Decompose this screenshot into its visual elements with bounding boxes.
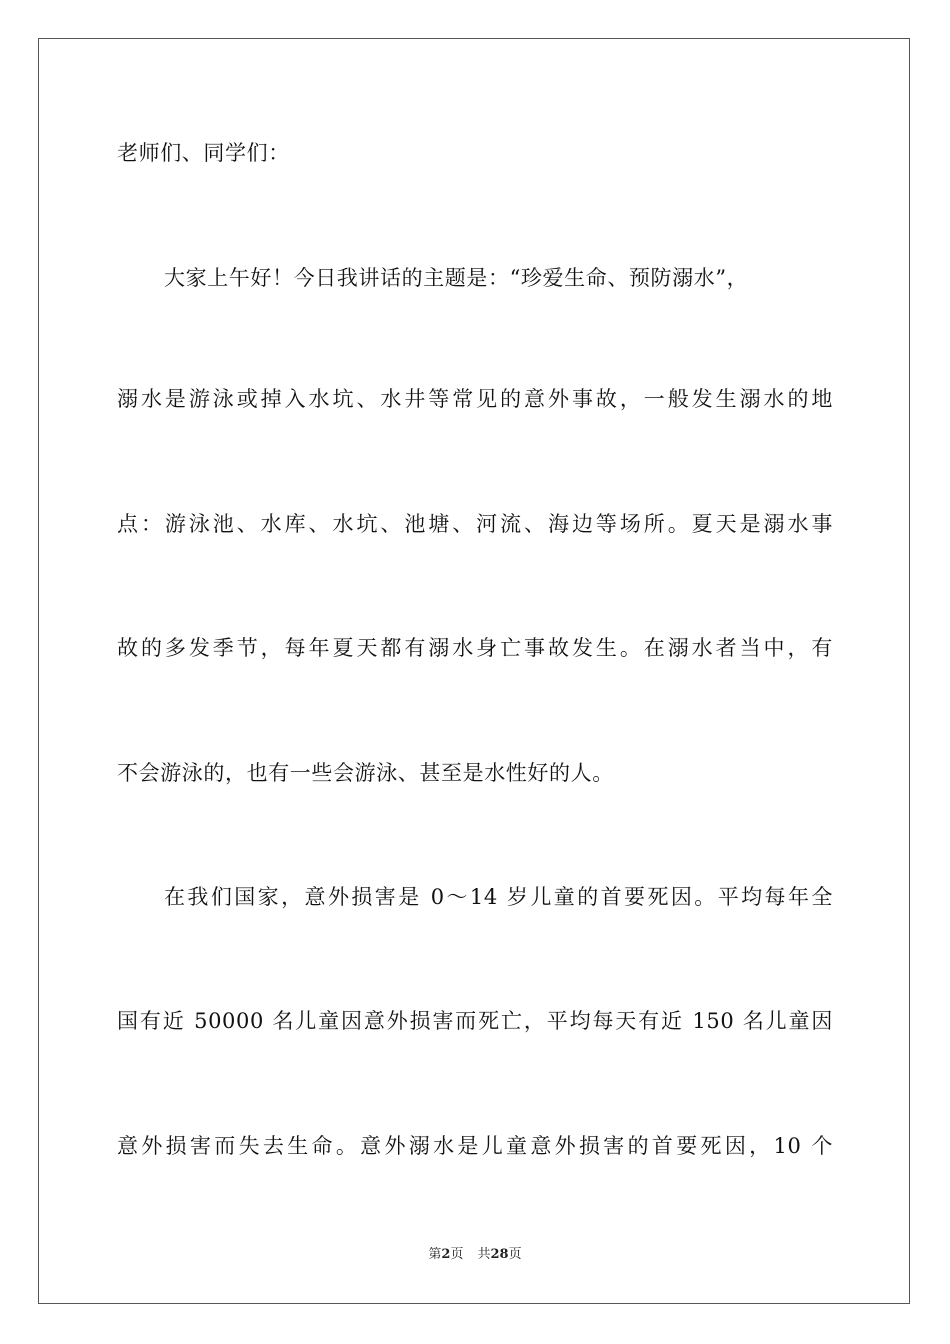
footer-total-pages: 28 (490, 1247, 509, 1262)
footer-total-prefix: 共 (477, 1247, 491, 1262)
paragraph-1-line-1: 大家上午好！今日我讲话的主题是：“珍爱生命、预防溺水”， (164, 266, 749, 290)
page-footer (0, 1246, 950, 1264)
paragraph-2-line-1: 在我们国家，意外损害是 0～14 岁儿童的首要死因。平均每年全 (164, 885, 833, 909)
footer-page-number: 2 (441, 1247, 451, 1262)
paragraph-1-line-4: 故的多发季节，每年夏天都有溺水身亡事故发生。在溺水者当中，有 (117, 636, 833, 660)
paragraph-2-line-3: 意外损害而失去生命。意外溺水是儿童意外损害的首要死因，10 个 (117, 1134, 833, 1158)
paragraph-2-line-2: 国有近 50000 名儿童因意外损害而死亡，平均每天有近 150 名儿童因 (117, 1009, 833, 1033)
paragraph-1-line-3: 点：游泳池、水库、水坑、池塘、河流、海边等场所。夏天是溺水事 (117, 512, 833, 536)
footer-page-prefix: 第 (428, 1247, 442, 1262)
paragraph-1-line-5: 不会游泳的，也有一些会游泳、甚至是水性好的人。 (117, 761, 614, 785)
footer-page-suffix: 页 (450, 1247, 464, 1262)
salutation-line: 老师们、同学们： (117, 141, 290, 165)
paragraph-1-line-2: 溺水是游泳或掉入水坑、水井等常见的意外事故，一般发生溺水的地 (117, 387, 833, 411)
footer-total-suffix: 页 (508, 1247, 522, 1262)
page-frame (38, 38, 910, 1304)
